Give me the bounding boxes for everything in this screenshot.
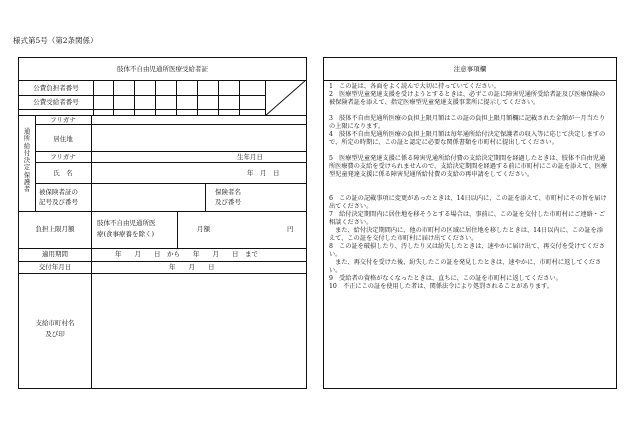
diagonal-strike [265,80,306,116]
rule [35,183,306,184]
name-label: 氏 名 [53,169,73,177]
rule [19,80,306,81]
note-item: 1 この証は、各面をよく読んで大切に持っていてください。 [329,83,500,90]
note-item: 7 給付決定期間内に居住地を移そうとする場合は、事前に、この証を交付した市町村にご連絡・ご相談ください。 [329,211,606,226]
certificate-title: 肢体不自由児通所医療受給者証 [117,65,208,73]
rule [113,80,114,116]
note-item: 6 この証の記載事項に変更があったときは、14日以内に、この証を添えて、市町村にその旨を届け出てください。 [329,195,607,210]
birthdate-label: 生年月日 [237,153,263,161]
rule [19,248,306,249]
address-label: 居住地 [53,135,73,143]
rule [134,80,135,116]
payer-number-label: 公費負担者番号 [33,84,79,92]
rule [19,109,265,110]
yen-label: 円 [287,225,294,233]
rule [155,80,156,116]
furigana-label-2: フリガナ [50,153,76,161]
note-item: 8 この証を破損したり、汚したり又は紛失したときは、速やかに届け出て、再交付を受けてください。 [329,243,606,258]
rule [91,115,92,211]
monthly-limit-label: 負担上限月額 [35,225,75,233]
rule [35,124,306,125]
rule [19,211,306,212]
insured-label-line2: 記号及び番号 [39,198,78,206]
furigana-label-1: フリガナ [50,116,76,124]
rule [35,115,36,211]
insured-label-line1: 被保険者証の [39,188,78,196]
period-value: 年 月 日 から 年 月 日 まで [115,250,258,258]
rule [239,80,240,116]
monthly-limit-desc-line1: 肢体不自由児通所医 [97,219,156,227]
rule [93,80,94,116]
rule [19,95,265,96]
birthdate-value: 年 月 日 [247,169,280,177]
issuer-label-line2: 及び印 [45,330,65,338]
rule [19,273,306,274]
rule [35,162,306,163]
rule [19,261,306,262]
monthly-label: 月額 [197,225,210,233]
rule [35,151,306,152]
certificate-form [18,57,307,389]
rule [177,211,178,248]
rule [218,80,219,116]
note-item: 5 医療型児童発達支援に係る障害児通所給付費の支給決定期間を経過したときは、肢体不自由児通所医療費の支給を受けられませんので、支給決定期間を経過する前に市町村にこの証を添えて、医療型児童発達支援に係る障害児通所給付費の支給の再申請をしてください。 [329,155,608,178]
note-item: 4 肢体不自由児通所医療の負担上限月額は毎年通所給付決定保護者の収入等に応じて決定しますので、所定の時期に、この証と認定に必要な関係書類を市町村に提出してください。 [329,131,606,146]
note-item: また、再交付を受けた後、紛失したこの証を発見したときは、速やかに、市町村に返してください。 [329,259,602,274]
rule [176,80,177,116]
form-label: 様式第5号（第2条関係） [13,36,98,45]
recipient-number-label: 公費受給者番号 [33,98,79,106]
note-item: 2 医療型児童発達支援を受けようとするときは、必ずこの証に障害児通所受給者証及び医療保険の被保険者証を添えて、指定医療型児童発達支援事業所に提示してください。 [329,91,606,106]
insurer-label-line1: 保険者名 [215,188,241,196]
rule [324,80,616,81]
note-item: 10 不正にこの証を使用した者は、関係法令により処罰されることがあります。 [329,283,553,290]
note-item: また、給付決定期間内に、他の市町村の区域に居住地を移したときは、14日以内に、この証を添えて、この証を交付した市町村に届け出てください。 [329,227,603,242]
monthly-limit-desc-line2: 療(食事療養を除く) [97,230,155,238]
note-item: 9 受給者の資格がなくなったときは、直ちに、この証を市町村に返してください。 [329,275,562,282]
note-item: 3 肢体不自由児通所医療の負担上限月額はこの証の負担上限月額欄に記載された金額が一月当たりの上限になります。 [329,115,606,130]
period-label: 適用期間 [42,250,68,258]
notes-title: 注意事項欄 [453,65,487,73]
insurer-label-line2: 及び番号 [215,198,241,206]
rule [197,80,198,116]
rule [205,183,206,211]
issuer-label-line1: 支給市町村名 [35,319,75,327]
side-label-guardian: 通所給付決定保護者 [23,128,31,194]
notes-panel [323,57,617,389]
issue-date-value: 年 月 日 [169,263,215,271]
issue-date-label: 交付年月日 [38,263,72,271]
rule [91,211,92,388]
